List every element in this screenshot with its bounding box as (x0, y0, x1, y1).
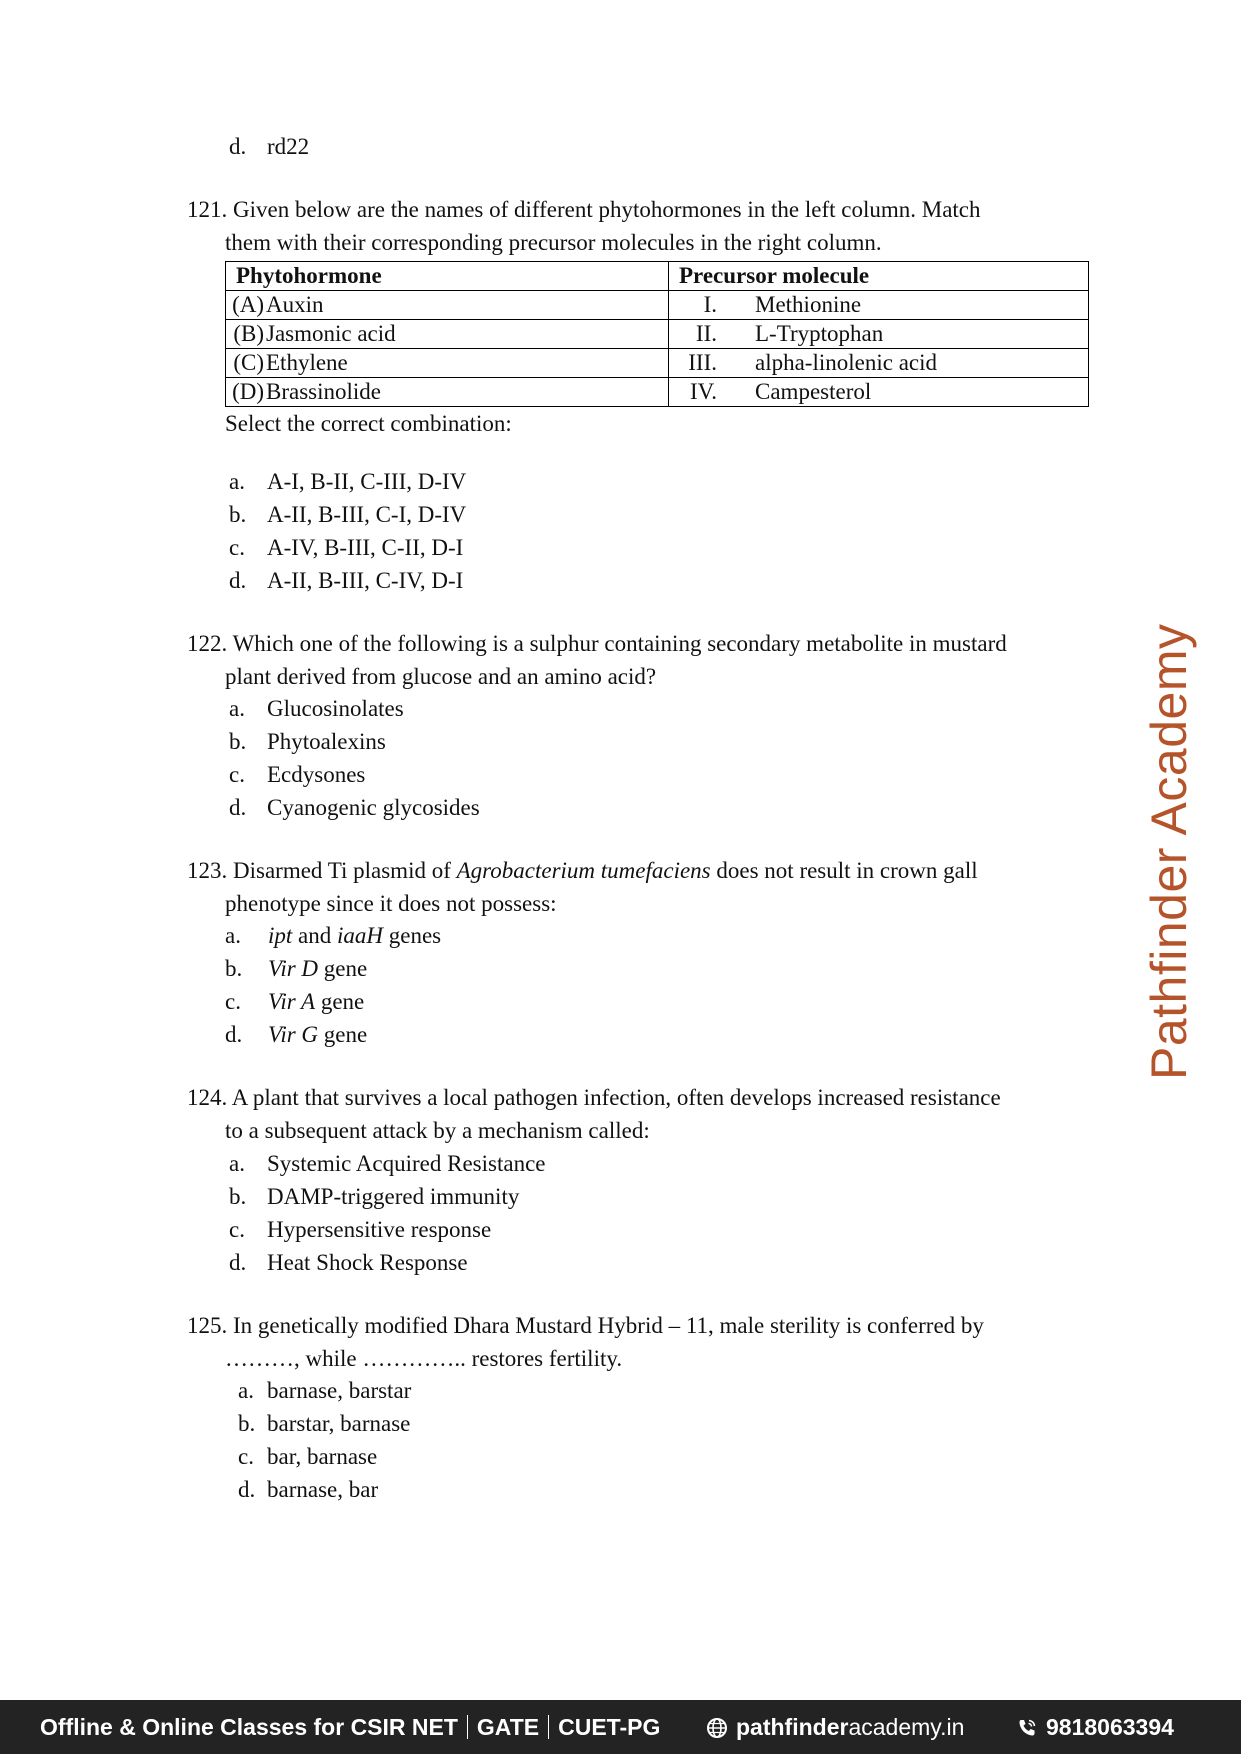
option-letter: d. (229, 568, 247, 593)
left-label: (A) (232, 292, 264, 317)
option-letter: d. (238, 1477, 256, 1502)
option-letter: c. (238, 1444, 254, 1469)
question-text-pre: Disarmed Ti plasmid of (233, 858, 457, 883)
footer-classes (40, 1714, 660, 1741)
question-number: 123. (187, 858, 228, 883)
option-text: barstar, barnase (267, 1411, 411, 1436)
option-text: genes (383, 923, 442, 948)
footer-bar (0, 1700, 1241, 1754)
question-number: 122. (187, 631, 228, 656)
phone-number: 9818063394 (1046, 1714, 1174, 1740)
left-value: Auxin (266, 292, 324, 317)
option-letter: d. (225, 1022, 243, 1047)
question-text-line1: Given below are the names of different phytohormones in the left column. Match (233, 197, 981, 222)
website-rest: academy.in (848, 1714, 965, 1740)
footer-website[interactable] (706, 1714, 964, 1741)
right-value: Methionine (755, 292, 862, 317)
left-label: (B) (233, 321, 264, 346)
option-letter: a. (229, 1151, 245, 1176)
divider (548, 1715, 549, 1739)
question-number: 125. (187, 1313, 228, 1338)
option-text: A-IV, B-III, C-II, D-I (267, 535, 464, 560)
right-value: Campesterol (755, 379, 872, 404)
option-text: Glucosinolates (267, 696, 404, 721)
cuet-text: CUET-PG (558, 1714, 661, 1740)
question-125 (187, 1309, 1087, 1375)
watermark-text: Pathfinder Academy (1141, 623, 1197, 1080)
question-121 (187, 193, 1087, 259)
question-text-line1: Which one of the following is a sulphur containing secondary metabolite in mustard (232, 631, 1007, 656)
question-text-line2: them with their corresponding precursor molecules in the right column. (225, 230, 882, 255)
species-name: Agrobacterium tumefaciens (456, 858, 711, 883)
gene-name: iaaH (337, 923, 383, 948)
question-text-line2: phenotype since it does not possess: (225, 891, 557, 916)
option-letter: d. (229, 134, 247, 159)
gene-name: ipt (268, 923, 293, 948)
option-text: Heat Shock Response (267, 1250, 468, 1275)
option-letter: d. (229, 795, 247, 820)
option-letter: c. (229, 535, 245, 560)
option-letter: b. (229, 729, 247, 754)
table-row (226, 291, 1089, 320)
option-text: rd22 (267, 134, 310, 159)
left-label: (D) (232, 379, 264, 404)
left-value: Ethylene (266, 350, 348, 375)
table-header-row (226, 262, 1089, 291)
option-text: Phytoalexins (267, 729, 386, 754)
option-text: A-II, B-III, C-IV, D-I (267, 568, 464, 593)
question-text-line1: In genetically modified Dhara Mustard Hybrid – 11, male sterility is conferred by (233, 1313, 984, 1338)
question-123 (187, 854, 1087, 920)
left-value: Jasmonic acid (266, 321, 396, 346)
globe-icon (706, 1717, 728, 1739)
right-label: IV. (689, 379, 717, 404)
option-letter: a. (225, 923, 241, 948)
table-row (226, 349, 1089, 378)
right-label: III. (688, 350, 717, 375)
question-text-line2: to a subsequent attack by a mechanism called: (225, 1118, 650, 1143)
gene-name: Vir A (268, 989, 316, 1014)
option-text: A-II, B-III, C-I, D-IV (267, 502, 467, 527)
option-text: Ecdysones (267, 762, 366, 787)
option-text: bar, barnase (267, 1444, 378, 1469)
option-letter: b. (225, 956, 243, 981)
match-table (225, 261, 1089, 407)
option-letter: a. (238, 1378, 254, 1403)
option-text: gene (318, 1022, 368, 1047)
header-precursor: Precursor molecule (669, 262, 1089, 291)
option-text: Hypersensitive response (267, 1217, 492, 1242)
gate-text: GATE (476, 1714, 540, 1740)
right-label: I. (703, 292, 717, 317)
option-text: A-I, B-II, C-III, D-IV (267, 469, 467, 494)
question-number: 121. (187, 197, 228, 222)
gene-name: Vir D (268, 956, 319, 981)
left-label: (C) (233, 350, 264, 375)
option-text: DAMP-triggered immunity (267, 1184, 520, 1209)
option-letter: a. (229, 696, 245, 721)
footer-phone[interactable] (1016, 1714, 1174, 1741)
table-row (226, 378, 1089, 407)
option-letter: c. (229, 1217, 245, 1242)
option-text: barnase, barstar (267, 1378, 412, 1403)
website-bold: pathfinder (736, 1714, 849, 1740)
option-letter: c. (229, 762, 245, 787)
option-letter: d. (229, 1250, 247, 1275)
option-text: Cyanogenic glycosides (267, 795, 480, 820)
option-letter: c. (225, 989, 241, 1014)
classes-text: Offline & Online Classes for CSIR NET (40, 1714, 458, 1740)
option-letter: b. (229, 1184, 247, 1209)
question-text-line2: plant derived from glucose and an amino acid? (225, 664, 657, 689)
option-text: barnase, bar (267, 1477, 379, 1502)
question-text-line2: ………, while ………….. restores fertility. (225, 1346, 623, 1371)
left-value: Brassinolide (266, 379, 381, 404)
table-row (226, 320, 1089, 349)
question-text-line1: A plant that survives a local pathogen infection, often develops increased resistance (231, 1085, 1001, 1110)
option-letter: a. (229, 469, 245, 494)
right-value: alpha-linolenic acid (755, 350, 938, 375)
option-letter: b. (238, 1411, 256, 1436)
phone-icon (1016, 1717, 1038, 1739)
select-instruction: Select the correct combination: (225, 411, 512, 436)
option-text: gene (318, 956, 368, 981)
option-letter: b. (229, 502, 247, 527)
option-text: gene (315, 989, 365, 1014)
option-text: Systemic Acquired Resistance (267, 1151, 546, 1176)
gene-name: Vir G (268, 1022, 319, 1047)
question-124 (187, 1081, 1087, 1147)
question-text-post: does not result in crown gall (710, 858, 978, 883)
option-text: and (292, 923, 337, 948)
question-number: 124. (187, 1085, 228, 1110)
header-phytohormone: Phytohormone (226, 262, 669, 291)
divider (467, 1715, 468, 1739)
right-label: II. (695, 321, 717, 346)
question-122 (187, 627, 1087, 693)
right-value: L-Tryptophan (755, 321, 884, 346)
